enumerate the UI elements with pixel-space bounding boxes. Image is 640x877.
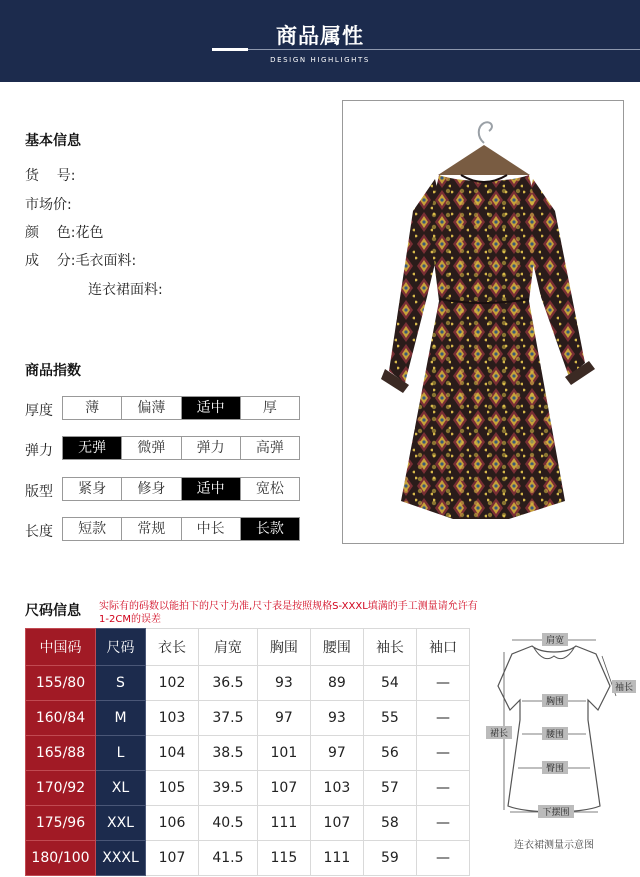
cell-size: XXXL <box>96 841 146 876</box>
table-row <box>26 701 470 736</box>
cell-waist: 107 <box>310 806 363 841</box>
cell-sleeve: 59 <box>363 841 416 876</box>
cell-shoulder: 40.5 <box>199 806 258 841</box>
header-size: 尺码 <box>96 629 146 666</box>
composition-row <box>25 250 136 270</box>
cell-length: 103 <box>146 701 199 736</box>
size-info-title: 尺码信息 <box>25 603 81 619</box>
header-sleeve: 袖长 <box>363 629 416 666</box>
cell-sleeve: 55 <box>363 701 416 736</box>
cell-length: 104 <box>146 736 199 771</box>
cell-sleeve: 56 <box>363 736 416 771</box>
cell-cuff: — <box>416 771 469 806</box>
cell-cuff: — <box>416 666 469 701</box>
cell-chest: 107 <box>257 771 310 806</box>
dress-illustration <box>343 101 624 544</box>
cell-waist: 93 <box>310 701 363 736</box>
diagram-caption: 连衣裙测量示意图 <box>514 840 594 851</box>
product-photo <box>342 100 624 544</box>
cell-size: XL <box>96 771 146 806</box>
header-waist: 腰围 <box>310 629 363 666</box>
dress-outline-illustration <box>484 628 640 833</box>
fit-option: 宽松 <box>255 481 284 497</box>
header-length: 衣长 <box>146 629 199 666</box>
cell-shoulder: 39.5 <box>199 771 258 806</box>
table-row <box>26 736 470 771</box>
cell-china-size: 170/92 <box>26 771 96 806</box>
measurement-diagram <box>484 628 640 858</box>
cell-shoulder: 41.5 <box>199 841 258 876</box>
item-no-row <box>25 165 76 185</box>
cell-size: XXL <box>96 806 146 841</box>
header-china-size: 中国码 <box>26 629 96 666</box>
elasticity-option-selected: 无弹 <box>63 437 122 459</box>
item-no-label: 货 号: <box>25 168 76 184</box>
table-row <box>26 771 470 806</box>
elasticity-option: 弹力 <box>182 437 241 459</box>
cell-china-size: 180/100 <box>26 841 96 876</box>
banner-divider <box>248 49 640 50</box>
color-row <box>25 222 104 242</box>
length-option: 短款 <box>63 518 122 540</box>
cell-length: 105 <box>146 771 199 806</box>
cell-waist: 111 <box>310 841 363 876</box>
banner-subtitle: DESIGN HIGHLIGHTS <box>270 56 370 64</box>
thickness-option: 厚 <box>262 400 277 416</box>
banner-title: 商品属性 <box>276 24 364 48</box>
cell-size: S <box>96 666 146 701</box>
diagram-hip-label: 臀围 <box>545 764 565 774</box>
diagram-sleeve-label: 袖长 <box>614 683 634 693</box>
diagram-shoulder-label: 肩宽 <box>545 636 565 646</box>
size-table <box>25 628 470 876</box>
header-cuff: 袖口 <box>416 629 469 666</box>
header-chest: 胸围 <box>257 629 310 666</box>
cell-chest: 101 <box>257 736 310 771</box>
cell-sleeve: 58 <box>363 806 416 841</box>
size-table-header <box>26 629 470 666</box>
cell-chest: 97 <box>257 701 310 736</box>
cell-waist: 89 <box>310 666 363 701</box>
sweater-fabric-label: 毛衣面料: <box>75 253 137 269</box>
cell-waist: 97 <box>310 736 363 771</box>
cell-china-size: 160/84 <box>26 701 96 736</box>
cell-chest: 111 <box>257 806 310 841</box>
fit-option: 修身 <box>122 478 181 500</box>
cell-size: M <box>96 701 146 736</box>
cell-length: 106 <box>146 806 199 841</box>
fit-label: 版型 <box>25 484 53 500</box>
market-price-label: 市场价: <box>25 197 72 213</box>
cell-length: 107 <box>146 841 199 876</box>
diagram-waist-label: 腰围 <box>545 730 565 740</box>
color-label: 颜 色: <box>25 225 76 241</box>
fit-option-selected: 适中 <box>182 478 241 500</box>
elasticity-option: 高弹 <box>255 440 284 456</box>
cell-sleeve: 54 <box>363 666 416 701</box>
length-option: 常规 <box>122 518 181 540</box>
cell-cuff: — <box>416 736 469 771</box>
cell-china-size: 155/80 <box>26 666 96 701</box>
table-row <box>26 841 470 876</box>
cell-length: 102 <box>146 666 199 701</box>
banner-accent-bar <box>212 48 248 51</box>
length-option: 中长 <box>182 518 241 540</box>
cell-chest: 93 <box>257 666 310 701</box>
thickness-option: 偏薄 <box>122 397 181 419</box>
cell-shoulder: 37.5 <box>199 701 258 736</box>
elasticity-label: 弹力 <box>25 443 53 459</box>
cell-cuff: — <box>416 701 469 736</box>
table-row <box>26 666 470 701</box>
diagram-chest-label: 胸围 <box>545 697 565 707</box>
size-note: 实际有的码数以能拍下的尺寸为准,尺寸表是按照规格S-XXXL填满的手工测量请允许有1-2CM的误差 <box>99 601 478 625</box>
cell-size: L <box>96 736 146 771</box>
length-option-selected: 长款 <box>241 518 299 540</box>
elasticity-option: 微弹 <box>122 437 181 459</box>
composition-label: 成 分: <box>25 253 76 269</box>
cell-cuff: — <box>416 841 469 876</box>
cell-china-size: 175/96 <box>26 806 96 841</box>
fit-scale <box>62 477 300 501</box>
cell-chest: 115 <box>257 841 310 876</box>
market-price-row <box>25 194 72 214</box>
table-row <box>26 806 470 841</box>
cell-shoulder: 38.5 <box>199 736 258 771</box>
cell-china-size: 165/88 <box>26 736 96 771</box>
fit-option: 紧身 <box>63 478 122 500</box>
basic-info-title: 基本信息 <box>25 133 81 149</box>
diagram-length-label: 裙长 <box>489 729 509 739</box>
diagram-hem-label: 下摆围 <box>542 808 570 818</box>
cell-shoulder: 36.5 <box>199 666 258 701</box>
elasticity-scale <box>62 436 300 460</box>
cell-sleeve: 57 <box>363 771 416 806</box>
thickness-option-selected: 适中 <box>182 397 241 419</box>
header-banner <box>0 0 640 82</box>
product-index-title: 商品指数 <box>25 363 81 379</box>
dress-fabric-row <box>88 279 163 299</box>
thickness-option: 薄 <box>63 397 122 419</box>
length-scale <box>62 517 300 541</box>
header-shoulder: 肩宽 <box>199 629 258 666</box>
thickness-scale <box>62 396 300 420</box>
color-value: 花色 <box>75 225 104 241</box>
cell-cuff: — <box>416 806 469 841</box>
cell-waist: 103 <box>310 771 363 806</box>
length-label: 长度 <box>25 524 53 540</box>
dress-fabric-label: 连衣裙面料: <box>88 282 163 298</box>
thickness-label: 厚度 <box>25 403 53 419</box>
